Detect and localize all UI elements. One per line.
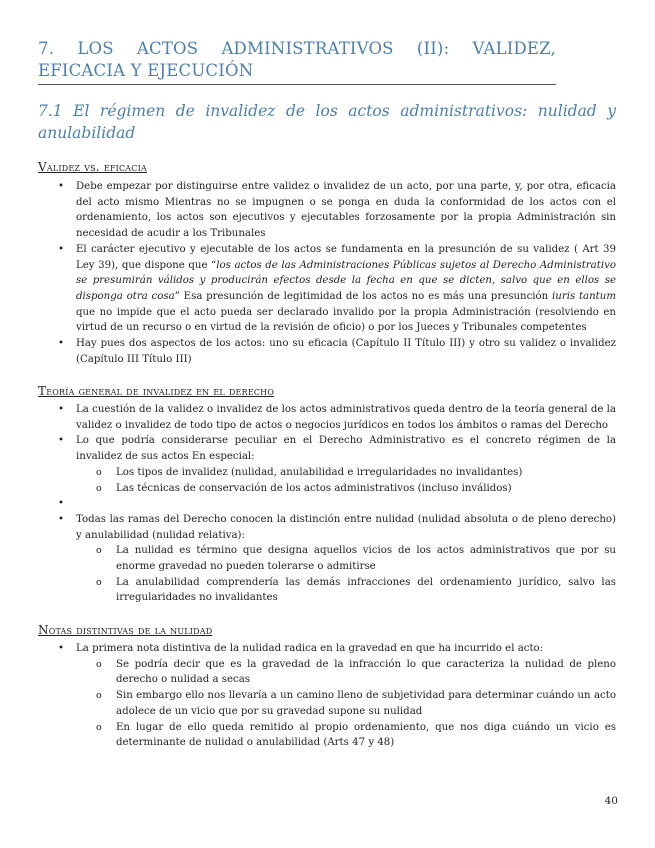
page-number: 40 — [604, 795, 618, 807]
sub-list-item: o En lugar de ello queda remitido al propio ordenamiento, que nos diga cuándo un vicio es determinante de nulidad o anulabilidad (Arts 47 y 48) — [96, 720, 616, 751]
sub-list-item: o Las técnicas de conservación de los actos administrativos (incluso inválidos) — [96, 481, 616, 497]
list-item: • La cuestión de la validez o invalidez de los actos administrativos queda dentro de la teoría general de la validez o invalidez de todo tipo de actos o negocios jurídicos en todos los ámbitos o ramas del Derecho — [58, 402, 616, 433]
sub-list-item: o Los tipos de invalidez (nulidad, anulabilidad e irregularidades no invalidantes) — [96, 465, 616, 481]
sub-list — [76, 657, 616, 751]
sub-list-item: o Se podría decir que es la gravedad de la infracción lo que caracteriza la nulidad de pleno derecho o nulidad a secas — [96, 657, 616, 688]
sub-list-item: o Sin embargo ello nos llevaría a un camino lleno de subjetividad para determinar cuándo un acto adolece de un vicio que por su gravedad supone su nulidad — [96, 688, 616, 719]
sub-list — [76, 543, 616, 606]
bullet-text: que no impide que el acto pueda ser declarado invalido por la propia Administración (resolviendo en virtud de un recurso o en virtud de la revisión de oficio) o por los Jueces y Tribunales competentes — [76, 306, 616, 334]
list-item: • Debe empezar por distinguirse entre validez o invalidez de un acto, por una parte, y, por otra, eficacia del acto mismo Mientras no se impugnen o se ponga en duda la conformidad de los actos con el ordenamiento, los actos son ejecutivos y ejecutables forzosamente por la propia Administración sin necesidad de acudir a los Tribunales — [58, 179, 616, 242]
sub-list — [76, 465, 616, 496]
bullet-list-teoria — [58, 402, 616, 606]
latin-term: iuris tantum — [552, 290, 616, 302]
list-item — [58, 641, 616, 751]
bullet-text: La primera nota distintiva de la nulidad radica en la gravedad en que ha incurrido el acto: — [76, 643, 544, 654]
section-heading: 7.1 El régimen de invalidez de los actos administrativos: nulidad y anulabilidad — [38, 102, 616, 142]
bullet-list-validez — [58, 179, 616, 367]
bullet-text: Lo que podría considerarse peculiar en el Derecho Administrativo es el concreto régimen de la invalidez de sus actos En especial: — [76, 435, 616, 463]
list-item — [58, 242, 616, 336]
list-item — [58, 512, 616, 606]
quoted-law-text: los actos de las Administraciones Públicas sujetos al Derecho Administrativo se presumirán válidos y producirán efectos desde la fecha en que se dicten, salvo que en ellos se disponga otra cosa — [76, 259, 616, 302]
chapter-heading: 7. LOS ACTOS ADMINISTRATIVOS (II): VALIDEZ, EFICACIA Y EJECUCIÓN — [38, 39, 556, 80]
subsection-title-teoria: Teoría general de invalidez en el derecho — [38, 384, 275, 398]
sub-list-item: o La anulabilidad comprendería las demás infracciones del ordenamiento jurídico, salvo las irregularidades no invalidantes — [96, 575, 616, 606]
subsection-title-validez: Validez vs. eficacia — [38, 160, 147, 174]
bullet-text: El carácter ejecutivo y ejecutable de los actos se fundamenta en la presunción de su validez ( Art 39 Ley 39), que dispone que “ — [76, 243, 616, 271]
list-item — [58, 433, 616, 496]
bullet-text: ” Esa presunción de legitimidad de los actos no es más una presunción — [174, 290, 552, 302]
bullet-text: Todas las ramas del Derecho conocen la distinción entre nulidad (nulidad absoluta o de pleno derecho) y anulabilidad (nulidad relativa): — [76, 513, 616, 541]
list-spacer — [58, 496, 616, 512]
bullet-list-nulidad — [58, 641, 616, 751]
subsection-title-nulidad: Notas distintivas de la nulidad — [38, 623, 213, 637]
sub-list-item: o La nulidad es término que designa aquellos vicios de los actos administrativos que por su enorme gravedad no pueden tolerarse o admitirse — [96, 543, 616, 574]
heading-rule — [38, 84, 556, 85]
list-item: • Hay pues dos aspectos de los actos: uno su eficacia (Capítulo II Título III) y otro su validez o invalidez (Capítulo III Título III) — [58, 336, 616, 367]
